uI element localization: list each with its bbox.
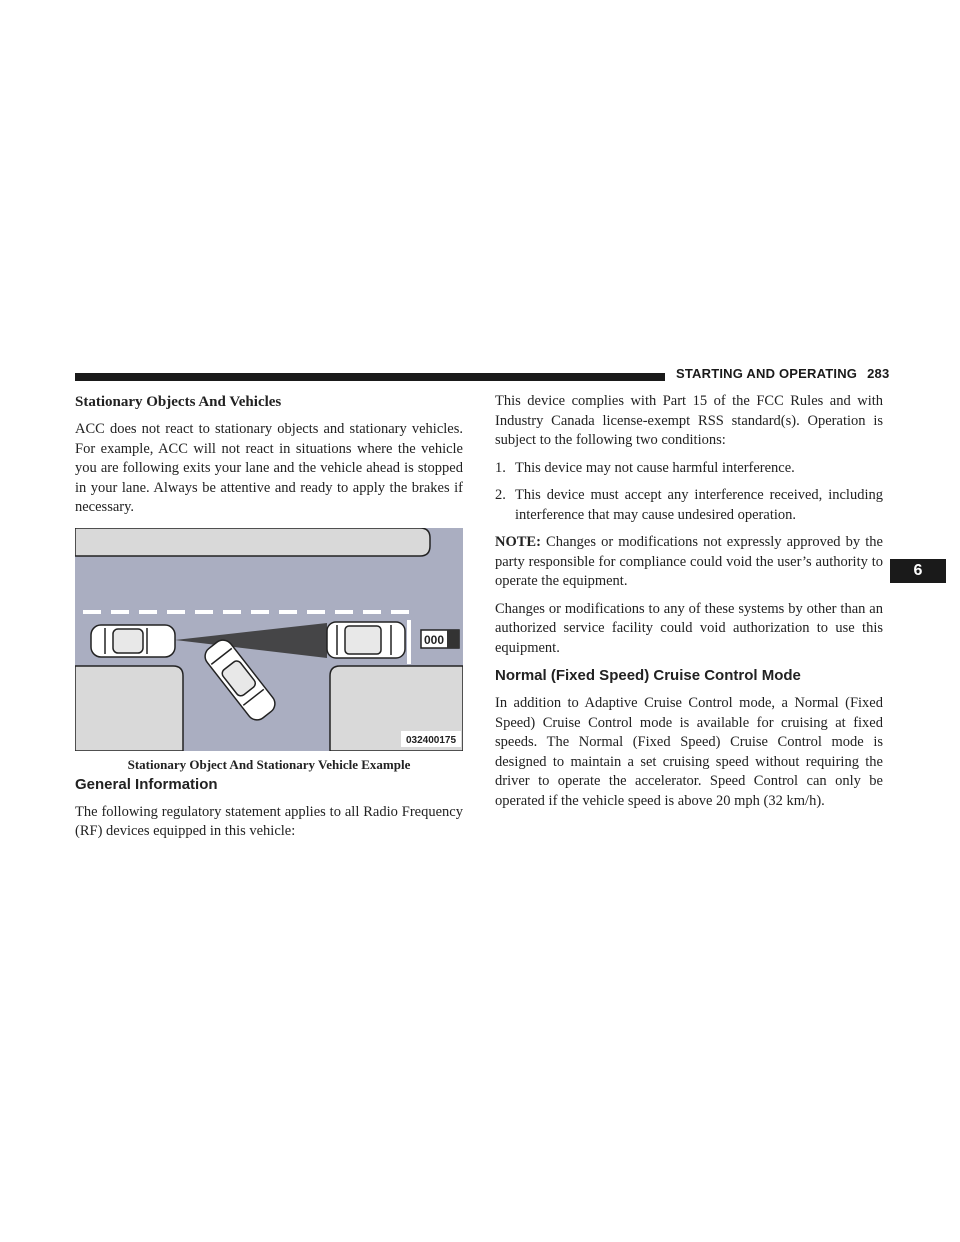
paragraph-normal-cruise: In addition to Adaptive Cruise Control mode, a Normal (Fixed Speed) Cruise Control mode is available for cruising at fixed speeds. The Normal (Fixed Speed) Cruise Control mode is designed to maintain a set cruising speed without requiring the driver to operate the accelerator. Speed Control can only be operated if the vehicle speed is above 20 mph (32 km/h). (495, 695, 883, 809)
sign-text: 000 (423, 632, 445, 647)
list-text: This device must accept any interference received, including interference that may cause undesired operation. (515, 487, 883, 523)
paragraph-fcc: This device complies with Part 15 of the FCC Rules and with Industry Canada license-exempt RSS standard(s). Operation is subject to the following two conditions: (495, 393, 883, 448)
figure-caption: Stationary Object And Stationary Vehicle Example (127, 756, 411, 772)
figure-stationary-vehicle (75, 528, 463, 751)
note-paragraph (495, 533, 883, 592)
paragraph-modifications: Changes or modifications to any of these systems by other than an authorized service facility could void authorization to use this equipment. (495, 600, 883, 656)
figure-code: 032400175 (405, 734, 457, 746)
running-header (676, 366, 889, 381)
list-text: This device may not cause harmful interference. (515, 459, 795, 476)
header-section: STARTING AND OPERATING (676, 366, 858, 381)
figure-illustration (75, 528, 463, 751)
list-item (495, 486, 883, 525)
heading-general-information: General Information (75, 775, 218, 793)
paragraph-acc-stationary: ACC does not react to stationary objects and stationary vehicles. For example, ACC will not react in situations where the vehicle you are following exits your lane and the vehicle ahead is stopped in your lane. Always be attentive and ready to apply the brakes if necessary. (75, 421, 463, 515)
note-label: NOTE: (495, 534, 541, 550)
header-rule (75, 373, 665, 381)
right-column (495, 392, 883, 819)
note-text: Changes or modifications not expressly approved by the party responsible for compliance could void the user’s authority to operate the equipment. (495, 534, 883, 589)
heading-normal-cruise: Normal (Fixed Speed) Cruise Control Mode (495, 667, 801, 684)
paragraph-regulatory: The following regulatory statement applies to all Radio Frequency (RF) devices equipped in this vehicle: (75, 803, 463, 839)
chapter-tab[interactable]: 6 (890, 559, 946, 583)
list-item (495, 459, 883, 479)
left-column (75, 392, 463, 850)
heading-stationary-objects: Stationary Objects And Vehicles (75, 394, 282, 410)
list-number: 2. (495, 487, 506, 503)
page-number: 283 (867, 366, 890, 381)
list-number: 1. (495, 459, 506, 476)
